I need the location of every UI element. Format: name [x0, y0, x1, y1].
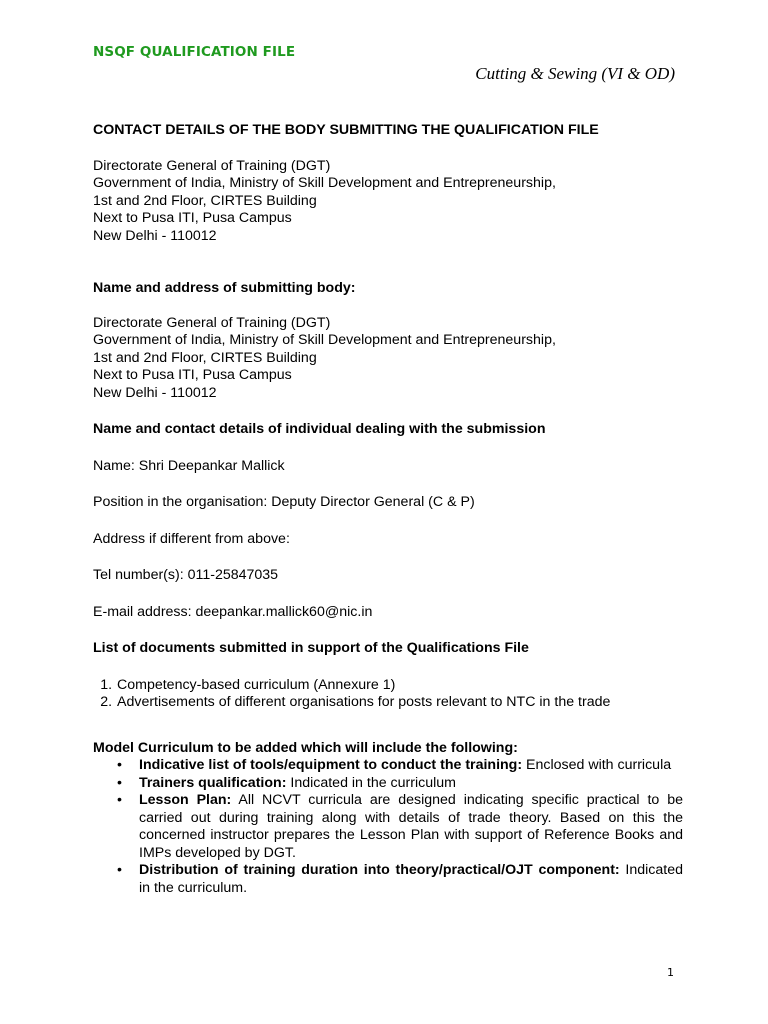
item-label: Trainers qualification: — [139, 774, 287, 791]
individual-position: Position in the organisation: Deputy Director General (C & P) — [93, 494, 475, 510]
item-text: Indicated in the curriculum — [286, 774, 456, 791]
submitting-line: Government of India, Ministry of Skill Development and Entrepreneurship, — [93, 332, 556, 348]
contact-address — [93, 158, 683, 246]
list-item — [117, 862, 683, 897]
submitting-heading: Name and address of submitting body: — [93, 280, 356, 296]
bullet-icon: • — [117, 862, 122, 878]
item-label: Indicative list of tools/equipment to conduct the training: — [139, 757, 523, 773]
individual-email: E-mail address: deepankar.mallick60@nic.in — [93, 603, 373, 620]
contact-line: New Delhi - 110012 — [93, 227, 217, 244]
list-item — [117, 757, 683, 775]
submitting-line: New Delhi - 110012 — [93, 384, 217, 401]
item-text: Indicated in the curriculum. — [139, 862, 683, 896]
contact-line: Directorate General of Training (DGT) — [93, 157, 331, 174]
header-title: NSQF QUALIFICATION FILE — [93, 44, 296, 60]
bullet-icon: • — [117, 774, 122, 791]
page-number: 1 — [667, 966, 674, 979]
item-label: Lesson Plan: — [139, 792, 232, 808]
submitting-address — [93, 315, 683, 403]
item-label: Distribution of training duration into theory/practical/OJT component: — [139, 862, 620, 878]
individual-address: Address if different from above: — [93, 530, 290, 547]
documents-list — [93, 677, 683, 712]
contact-line: Next to Pusa ITI, Pusa Campus — [93, 210, 292, 226]
contact-heading: CONTACT DETAILS OF THE BODY SUBMITTING THE QUALIFICATION FILE — [93, 122, 599, 138]
item-text: Enclosed with curricula — [522, 757, 672, 773]
list-item — [117, 774, 683, 793]
documents-heading: List of documents submitted in support of the Qualifications File — [93, 640, 529, 656]
submitting-line: Next to Pusa ITI, Pusa Campus — [93, 367, 292, 383]
submitting-line: 1st and 2nd Floor, CIRTES Building — [93, 349, 317, 366]
item-text: All NCVT curricula are designed indicating specific practical to be carried out during training along with details of trade theory. Based on this the concerned instructor prepares the Lesson Plan with support of Reference Books and IMPs developed by DGT. — [139, 792, 683, 861]
model-heading: Model Curriculum to be added which will include the following: — [93, 739, 518, 756]
submitting-line: Directorate General of Training (DGT) — [93, 314, 331, 331]
bullet-icon: • — [117, 792, 122, 808]
header-trade: Cutting & Sewing (VI & OD) — [475, 64, 675, 83]
list-item: 2. Advertisements of different organisations for posts relevant to NTC in the trade — [116, 694, 683, 712]
individual-heading: Name and contact details of individual dealing with the submission — [93, 421, 546, 437]
list-item: 1. Competency-based curriculum (Annexure 1) — [116, 677, 683, 695]
model-list — [93, 757, 683, 897]
bullet-icon: • — [117, 757, 122, 773]
individual-tel: Tel number(s): 011-25847035 — [93, 567, 279, 583]
individual-name: Name: Shri Deepankar Mallick — [93, 457, 285, 474]
contact-line: Government of India, Ministry of Skill Development and Entrepreneurship, — [93, 175, 556, 191]
contact-line: 1st and 2nd Floor, CIRTES Building — [93, 192, 317, 209]
list-item — [117, 792, 683, 862]
document-body — [93, 122, 683, 897]
